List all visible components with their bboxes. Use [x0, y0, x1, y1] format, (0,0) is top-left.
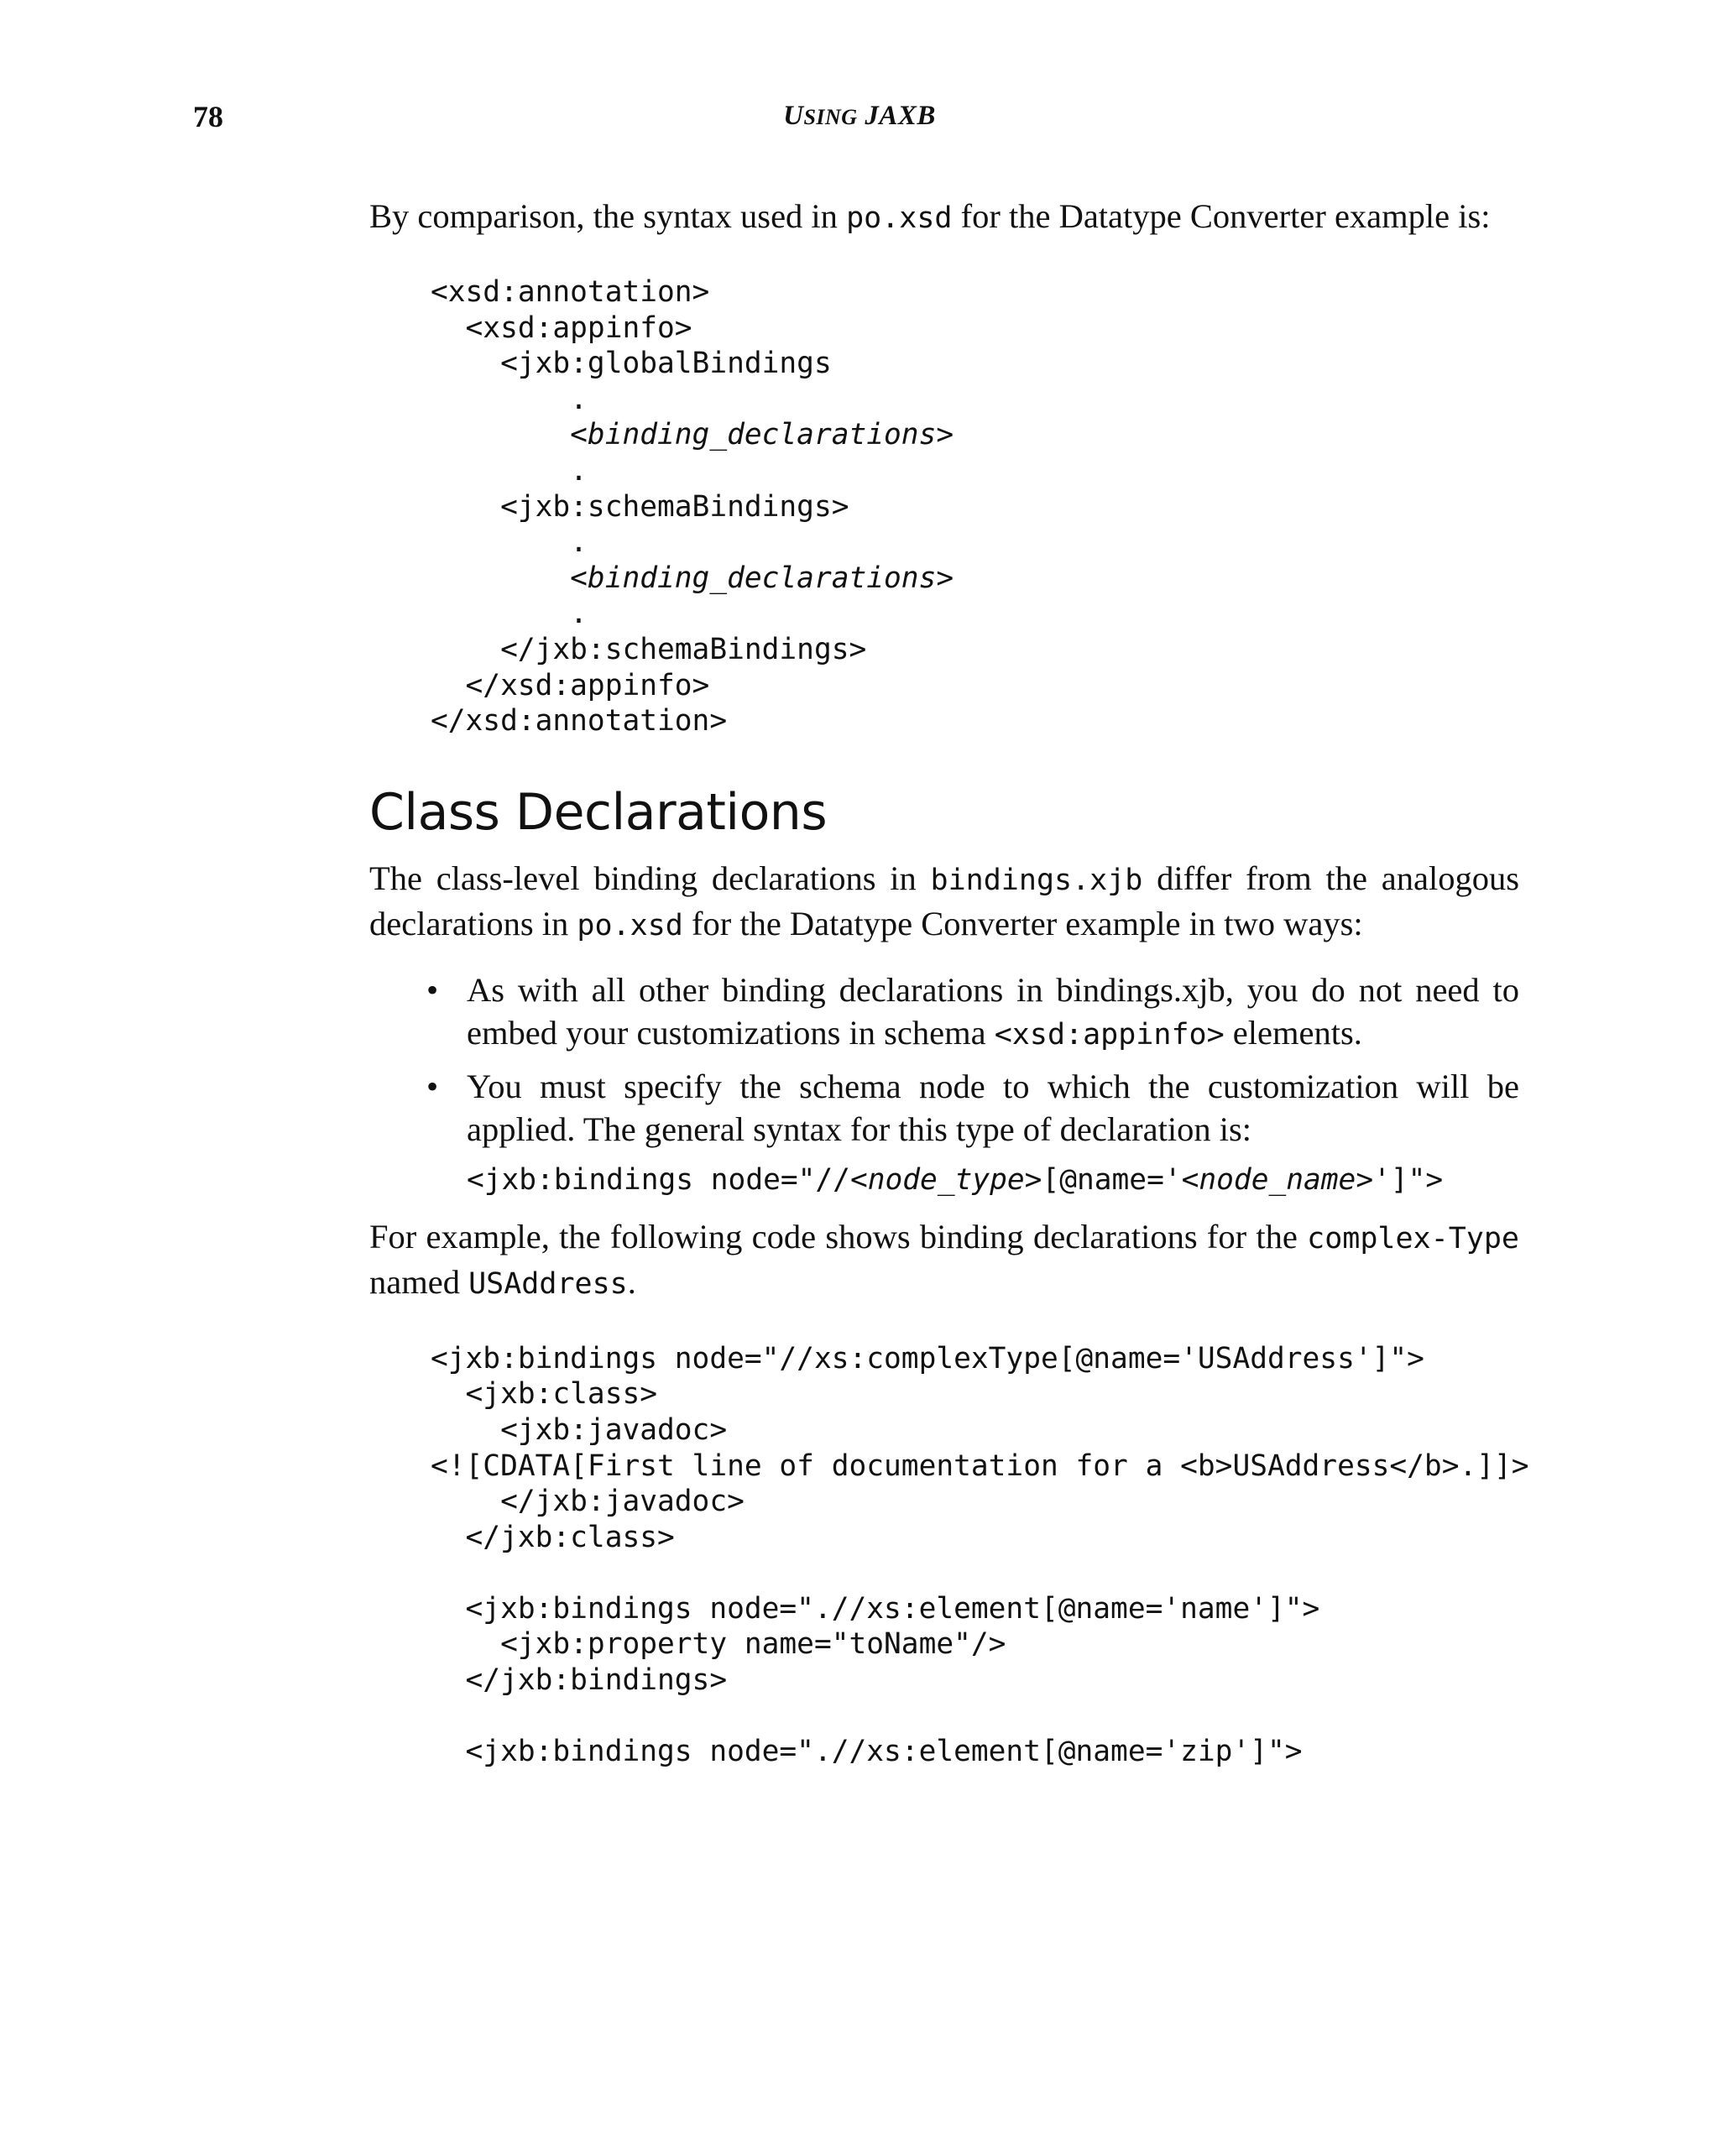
bullet-icon: •: [426, 970, 439, 1009]
code-line: <binding_declarations>: [431, 561, 954, 595]
para-text: differ from the analogous declarations in: [369, 859, 1519, 942]
running-head-rest: JAXB: [857, 101, 936, 131]
intro-paragraph: [369, 195, 1519, 240]
code-line: [431, 1555, 1519, 1591]
intro-code: po.xsd: [846, 201, 953, 235]
usaddress-code: USAddress: [468, 1266, 628, 1301]
running-head: [0, 101, 1719, 132]
code-line: <jxb:bindings node="//xs:complexType[@name='USAddress']">: [431, 1341, 1424, 1376]
para-text: for the Datatype Converter example in two ways:: [682, 904, 1363, 942]
bullet-text: You must specify the schema node to which the customization will be applied. The general syntax for this type of declaration is:: [467, 1067, 1519, 1148]
code-line: <jxb:bindings node=".//xs:element[@name='name']">: [431, 1591, 1320, 1626]
syntax-placeholder: <node_type>: [849, 1162, 1042, 1197]
page-header: [0, 99, 1719, 141]
example-paragraph: [369, 1215, 1519, 1306]
syntax-part: [@name=': [1042, 1162, 1182, 1197]
code-line: </xsd:appinfo>: [431, 668, 710, 702]
syntax-part: ']">: [1373, 1162, 1444, 1197]
bindings-xjb-code: bindings.xjb: [930, 863, 1143, 897]
class-declarations-paragraph: [369, 857, 1519, 947]
code-line: <xsd:annotation>: [431, 275, 710, 309]
code-line: .: [431, 453, 588, 488]
bullet-text: As with all other binding declarations in bindings.xjb, you do not need to embed your customizations in schema: [467, 970, 1519, 1052]
code-line: <jxb:bindings node=".//xs:element[@name='zip']">: [431, 1735, 1303, 1769]
code-line: </jxb:schemaBindings>: [431, 632, 867, 666]
code-line: <jxb:javadoc>: [431, 1412, 728, 1447]
para-text: For example, the following code shows binding declarations for the: [369, 1217, 1308, 1255]
complextype-code: complex-Type: [1307, 1221, 1519, 1255]
code-line: .: [431, 382, 588, 416]
section-heading: Class Declarations: [369, 782, 828, 842]
bullet-list: [369, 968, 1519, 1151]
code-line: </jxb:class>: [431, 1520, 675, 1554]
bullet-icon: •: [426, 1067, 439, 1105]
running-head-initial: U: [783, 101, 804, 131]
code-block-annotation: [369, 274, 1519, 739]
code-line: <jxb:schemaBindings>: [431, 489, 849, 524]
code-line: <binding_declarations>: [431, 418, 954, 452]
page-number: 78: [193, 100, 223, 133]
code-line: <xsd:appinfo>: [431, 311, 692, 345]
para-text: The class-level binding declarations in: [369, 859, 931, 897]
syntax-placeholder: <node_name>: [1181, 1162, 1374, 1197]
appinfo-code: <xsd:appinfo>: [994, 1017, 1225, 1052]
code-line: <jxb:globalBindings: [431, 347, 832, 381]
code-line: </jxb:bindings>: [431, 1663, 728, 1698]
code-line: <jxb:property name="toName"/>: [431, 1627, 1006, 1662]
code-line: <![CDATA[First line of documentation for a <b>USAddress</b>.]]>: [431, 1449, 1529, 1483]
code-line: [431, 1699, 1519, 1735]
para-text: .: [627, 1262, 636, 1301]
syntax-part: <jxb:bindings node="//: [467, 1162, 850, 1197]
po-xsd-code: po.xsd: [577, 908, 683, 942]
code-line: </xsd:annotation>: [431, 704, 728, 739]
syntax-line: [369, 1159, 1519, 1202]
code-line: .: [431, 597, 588, 631]
code-block-bindings: [369, 1341, 1529, 1770]
bullet-item-appinfo: [369, 968, 1519, 1057]
bullet-text: elements.: [1224, 1013, 1362, 1052]
code-line: </jxb:javadoc>: [431, 1485, 745, 1519]
para-text: named: [369, 1262, 469, 1301]
code-line: <jxb:class>: [431, 1377, 658, 1412]
intro-text-end: for the Datatype Converter example is:: [952, 197, 1491, 235]
bullet-item-schema-node: [369, 1065, 1519, 1151]
running-head-smallcaps: SING: [803, 105, 858, 129]
code-line: .: [431, 525, 588, 560]
intro-text: By comparison, the syntax used in: [369, 197, 847, 235]
page-content: [369, 195, 1529, 1770]
